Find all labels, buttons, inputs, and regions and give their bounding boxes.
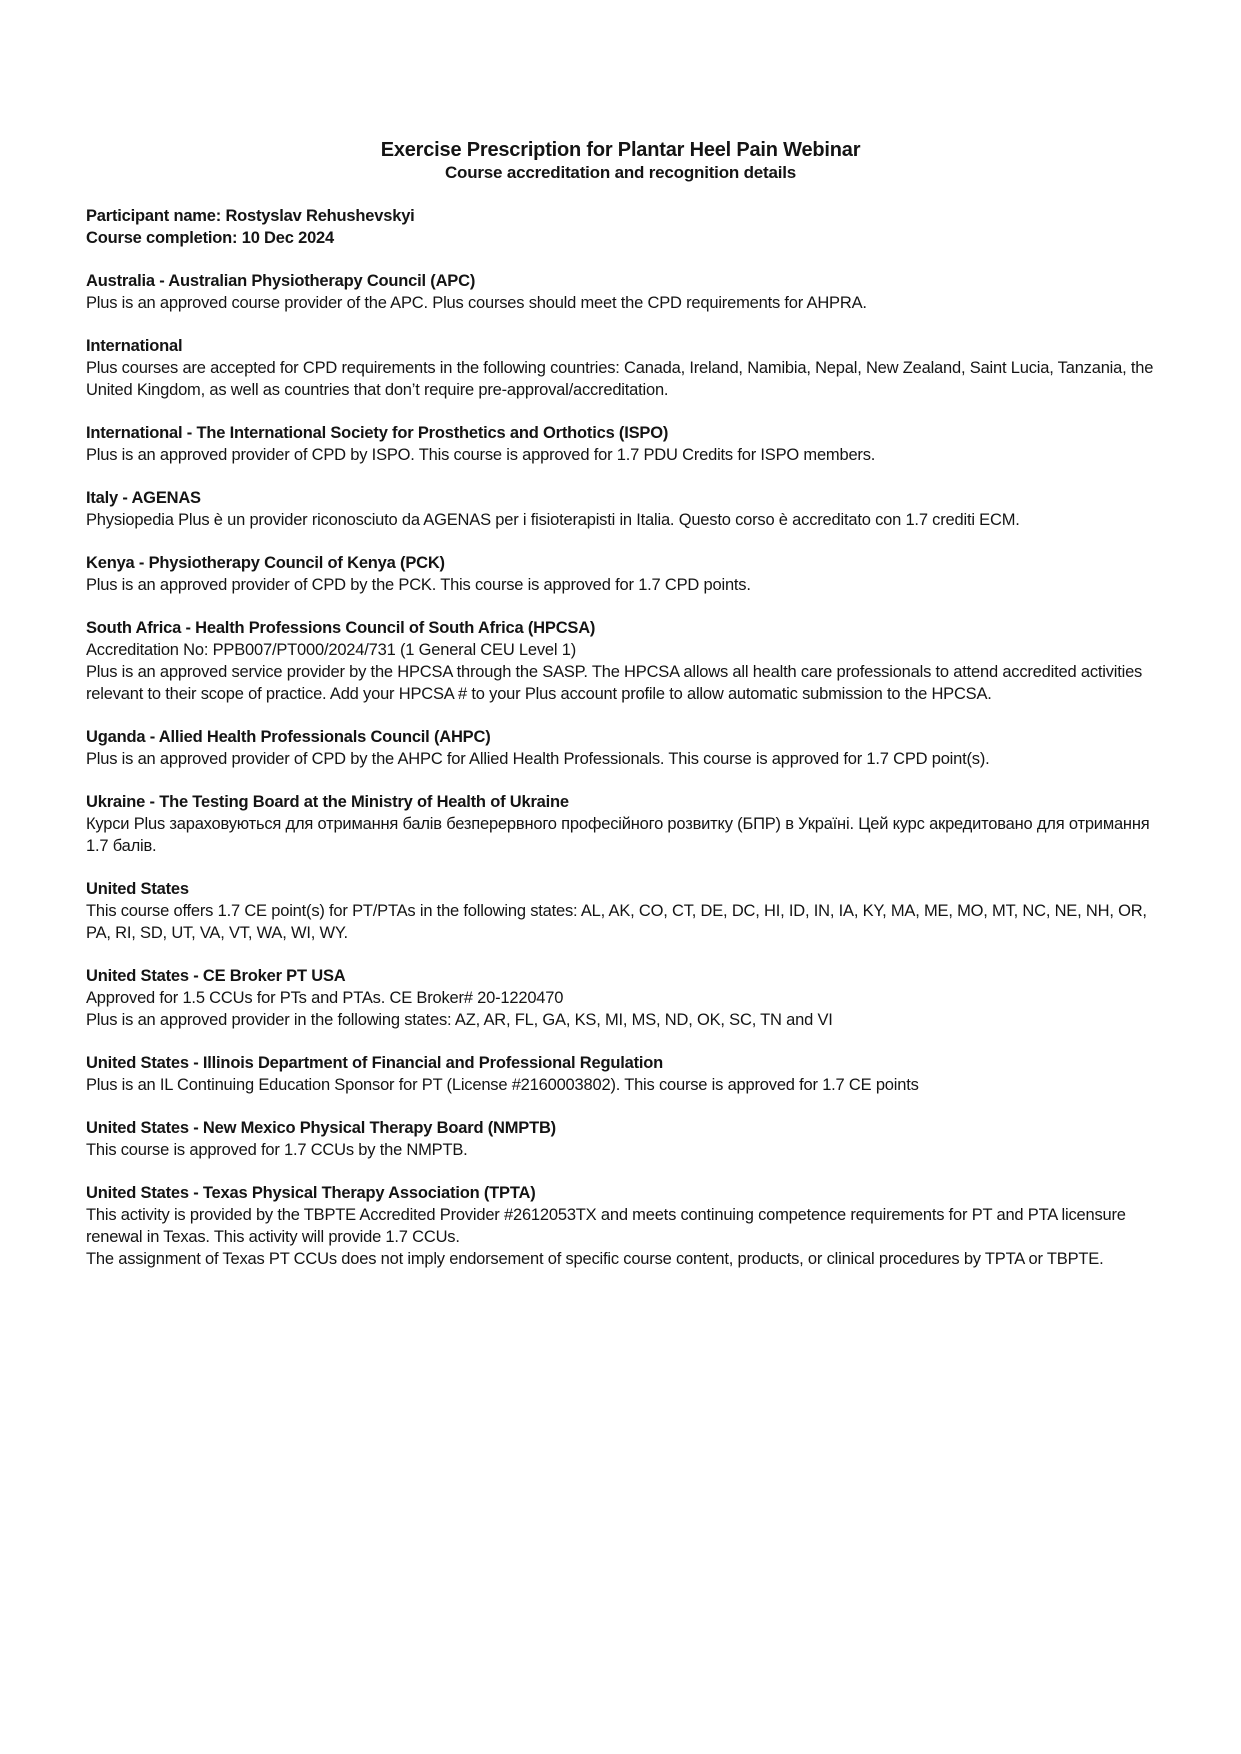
section-heading: International - The International Society for Prosthetics and Orthotics (ISPO) bbox=[86, 424, 669, 442]
section-heading: United States - Illinois Department of Financial and Professional Regulation bbox=[86, 1054, 664, 1072]
section-international bbox=[86, 335, 1155, 401]
section-south-africa-hpcsa bbox=[86, 617, 1155, 705]
section-us-ce-broker bbox=[86, 965, 1155, 1031]
section-heading: Kenya - Physiotherapy Council of Kenya (PCK) bbox=[86, 554, 445, 572]
section-heading: Uganda - Allied Health Professionals Council (AHPC) bbox=[86, 728, 491, 746]
section-paragraph: The assignment of Texas PT CCUs does not imply endorsement of specific course content, products, or clinical procedures by TPTA or TBPTE. bbox=[86, 1250, 1104, 1268]
section-heading: Italy - AGENAS bbox=[86, 489, 201, 507]
section-paragraph: Plus is an approved provider of CPD by the AHPC for Allied Health Professionals. This course is approved for 1.7 CPD point(s). bbox=[86, 750, 990, 768]
section-international-ispo bbox=[86, 422, 1155, 466]
section-us-new-mexico-nmptb bbox=[86, 1117, 1155, 1161]
title-block bbox=[86, 138, 1155, 184]
section-heading: United States - CE Broker PT USA bbox=[86, 967, 346, 985]
section-heading: United States bbox=[86, 880, 189, 898]
section-heading: International bbox=[86, 337, 183, 355]
section-australia-apc bbox=[86, 270, 1155, 314]
section-italy-agenas bbox=[86, 487, 1155, 531]
section-paragraph: This activity is provided by the TBPTE Accredited Provider #2612053TX and meets continuing competence requirements for PT and PTA licensure renewal in Texas. This activity will provide 1.7 CCUs. bbox=[86, 1206, 1126, 1246]
section-uganda-ahpc bbox=[86, 726, 1155, 770]
section-paragraph: Plus is an approved provider in the following states: AZ, AR, FL, GA, KS, MI, MS, ND, OK, SC, TN and VI bbox=[86, 1011, 833, 1029]
section-paragraph: Plus is an IL Continuing Education Sponsor for PT (License #2160003802). This course is approved for 1.7 CE points bbox=[86, 1076, 919, 1094]
section-paragraph: Plus is an approved provider of CPD by ISPO. This course is approved for 1.7 PDU Credits for ISPO members. bbox=[86, 446, 876, 464]
page-title: Exercise Prescription for Plantar Heel Pain Webinar bbox=[380, 139, 861, 161]
section-kenya-pck bbox=[86, 552, 1155, 596]
course-completion-line: Course completion: 10 Dec 2024 bbox=[86, 229, 335, 247]
section-paragraph: Physiopedia Plus è un provider riconosciuto da AGENAS per i fisioterapisti in Italia. Questo corso è accreditato con 1.7 crediti ECM. bbox=[86, 511, 1020, 529]
section-united-states bbox=[86, 878, 1155, 944]
section-ukraine-testing-board bbox=[86, 791, 1155, 857]
section-heading: United States - Texas Physical Therapy Association (TPTA) bbox=[86, 1184, 536, 1202]
section-paragraph: Курси Plus зараховуються для отримання балів безперервного професійного розвитку (БПР) в Україні. Цей курс акредитовано для отримання 1.7 балів. bbox=[86, 815, 1150, 855]
section-heading: Australia - Australian Physiotherapy Council (APC) bbox=[86, 272, 476, 290]
section-paragraph: This course offers 1.7 CE point(s) for PT/PTAs in the following states: AL, AK, CO, CT, DE, DC, HI, ID, IN, IA, KY, MA, ME, MO, MT, NC, NE, NH, OR, PA, RI, SD, UT, VA, VT, WA, WI, WY. bbox=[86, 902, 1147, 942]
section-paragraph: Accreditation No: PPB007/PT000/2024/731 (1 General CEU Level 1) bbox=[86, 641, 577, 659]
section-paragraph: Plus courses are accepted for CPD requirements in the following countries: Canada, Ireland, Namibia, Nepal, New Zealand, Saint Lucia, Tanzania, the United Kingdom, as well as countries that don’t require pre-approval/accreditation. bbox=[86, 359, 1154, 399]
section-heading: South Africa - Health Professions Council of South Africa (HPCSA) bbox=[86, 619, 596, 637]
section-paragraph: This course is approved for 1.7 CCUs by the NMPTB. bbox=[86, 1141, 468, 1159]
section-heading: United States - New Mexico Physical Therapy Board (NMPTB) bbox=[86, 1119, 556, 1137]
section-us-texas-tpta bbox=[86, 1182, 1155, 1270]
participant-block bbox=[86, 205, 1155, 249]
participant-name-line: Participant name: Rostyslav Rehushevskyi bbox=[86, 207, 415, 225]
section-heading: Ukraine - The Testing Board at the Ministry of Health of Ukraine bbox=[86, 793, 569, 811]
section-paragraph: Approved for 1.5 CCUs for PTs and PTAs. CE Broker# 20-1220470 bbox=[86, 989, 564, 1007]
section-us-illinois bbox=[86, 1052, 1155, 1096]
page-subtitle: Course accreditation and recognition details bbox=[444, 163, 797, 182]
section-paragraph: Plus is an approved service provider by the HPCSA through the SASP. The HPCSA allows all health care professionals to attend accredited activities relevant to their scope of practice. Add your HPCSA # to your Plus account profile to allow automatic submission to the HPCSA. bbox=[86, 663, 1143, 703]
section-paragraph: Plus is an approved provider of CPD by the PCK. This course is approved for 1.7 CPD points. bbox=[86, 576, 751, 594]
section-paragraph: Plus is an approved course provider of the APC. Plus courses should meet the CPD requirements for AHPRA. bbox=[86, 294, 867, 312]
